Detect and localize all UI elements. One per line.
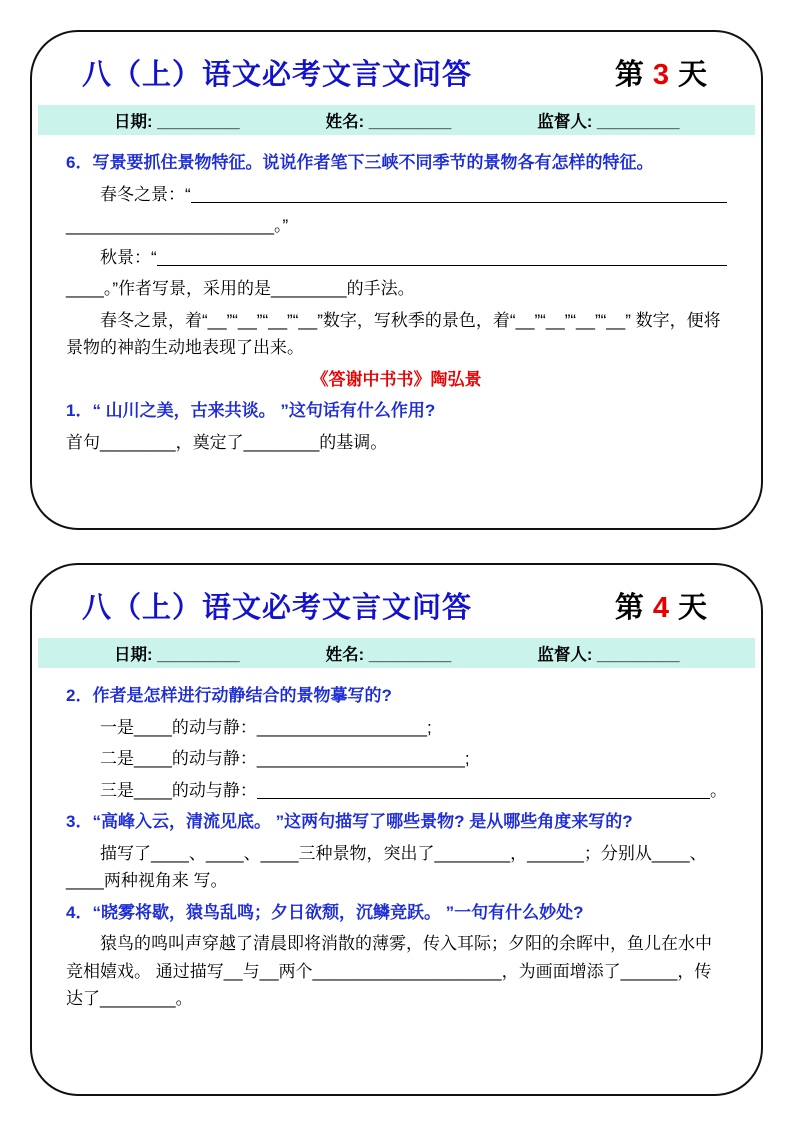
name-field: 姓名: _________ [325,113,452,131]
info-bar [38,105,755,135]
answer-2-line1: 一是____的动与静：__________________; [100,717,432,737]
answer-3: 描写了____、____、____三种景物，突出了________，______；分别从____、____两种视角来 写。 [66,843,707,891]
source-title: 《答谢中书书》陶弘景 [311,369,482,389]
question-2: 2．作者是怎样进行动静结合的景物摹写的? [66,686,392,705]
answer-4: 猿鸟的鸣叫声穿越了清晨即将消散的薄雾，传入耳际；夕阳的余晖中，鱼儿在水中竞相嬉戏。 通过描写__与__两个____________________，为画面增添了______，传达了________。 [66,934,712,1009]
supervisor-field: 监督人: _________ [537,113,680,131]
panel-title-row [32,32,761,93]
worksheet-title: 八（上）语文必考文言文问答 [82,59,473,91]
date-field: 日期: _________ [114,113,240,131]
blank-underline [257,777,710,800]
spring-scene-label: 春冬之景：“ [100,184,191,204]
answer-2-line3-period: 。 [710,780,727,800]
day-number: 3 [652,59,669,91]
day-prefix: 第 [614,592,644,624]
worksheet-card-day-3 [30,30,763,530]
supervisor-field: 监督人: _________ [537,646,680,664]
question-3: 3．“高峰入云，清流见底。 ”这两句描写了哪些景物? 是从哪些角度来写的? [66,812,633,832]
spring-scene-continuation: ______________________。” [66,216,289,236]
day-number: 4 [652,592,669,624]
panel-content [32,135,761,456]
question-1: 1．“ 山川之美，古来共谈。 ”这句话有什么作用? [66,401,436,421]
answer-2-line2: 二是____的动与静：______________________; [100,749,470,769]
answer-2-line3 [66,777,727,805]
question-4: 4．“晓雾将歇，猿鸟乱鸣；夕日欲颓，沉鳞竞跃。 ”一句有什么妙处? [66,902,584,922]
blank-underline [191,181,727,204]
question-6: 6．写景要抓住景物特征。说说作者笔下三峡不同季节的景物各有怎样的特征。 [66,153,654,172]
info-bar [38,638,755,668]
spring-scene-line [66,181,727,209]
day-indicator [615,52,707,93]
numbers-summary: 春冬之景，着“__”“__”“__”“__”数字，写秋季的景色，着“__”“__”“__”“__” 数字，便将景物的神韵生动地表现了出来。 [66,310,721,358]
autumn-scene-label: 秋景：“ [100,247,157,267]
autumn-scene-continuation: ____。”作者写景，采用的是________的手法。 [66,279,415,299]
answer-2-line3-label: 三是____的动与静： [100,780,257,800]
day-indicator [615,585,707,626]
worksheet-card-day-4 [30,563,763,1096]
day-prefix: 第 [614,59,644,91]
worksheet-title: 八（上）语文必考文言文问答 [82,592,473,624]
day-suffix: 天 [677,59,707,91]
day-suffix: 天 [677,592,707,624]
answer-1: 首句________，奠定了________的基调。 [66,432,388,452]
blank-underline [157,244,727,267]
name-field: 姓名: _________ [325,646,452,664]
panel-title-row [32,565,761,626]
autumn-scene-line [66,244,727,272]
panel-content [32,668,761,1013]
date-field: 日期: _________ [114,646,240,664]
